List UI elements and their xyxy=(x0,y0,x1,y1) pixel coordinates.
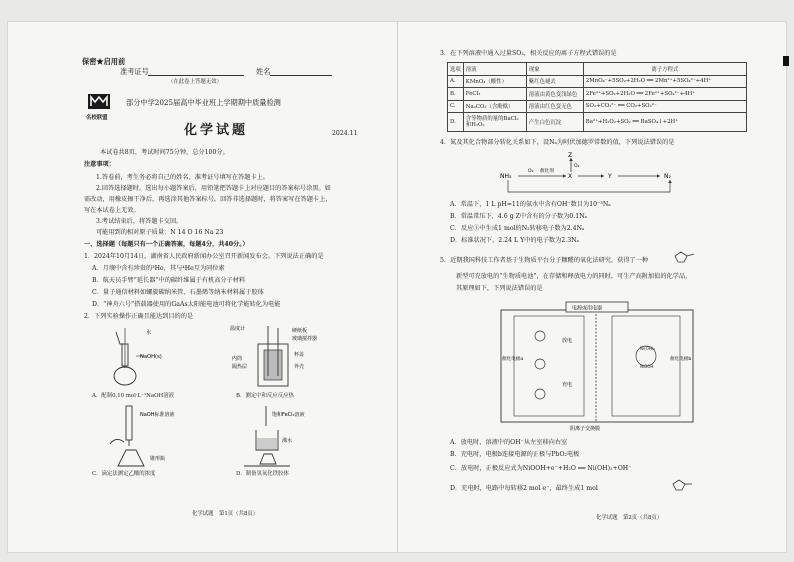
option-a: A．月壤中含有珍贵的³He，其与⁴He互为同位素 xyxy=(92,265,225,272)
table-cell: FeCl₃ xyxy=(463,88,526,101)
diagram-o2: O₂ xyxy=(528,169,534,174)
section-heading: 一、选择题（每题只有一个正确答案，每题4分，共40分。） xyxy=(84,241,249,248)
fig-label-cardboard: 硬纸板 xyxy=(292,328,308,334)
table-cell: B. xyxy=(448,88,464,101)
electrode-b-label: 催化电极b xyxy=(670,357,692,362)
fig-label-conical-flask: 锥形瓶 xyxy=(150,456,166,462)
fig-label-naoh: NaOH(s) xyxy=(140,354,162,360)
table-cell: 2Fe³⁺+SO₂+2H₂O ══ 2Fe²⁺+SO₄²⁻+4H⁺ xyxy=(583,88,746,101)
ticket-label: 准考证号 xyxy=(120,67,149,76)
notes-heading: 注意事项： xyxy=(84,161,115,168)
fig-label-fecl3: 饱和FeCl₃溶液 xyxy=(272,412,305,418)
fig-label-outer-shell: 外壳 xyxy=(294,364,305,370)
table-cell: 产生白色沉淀 xyxy=(526,113,583,132)
option-a: A．常温下，1 L pH=11的氨水中含有OH⁻数目为10⁻³Nₐ xyxy=(450,201,611,208)
page-footer-right: 化学试题 第2页（共8页） xyxy=(596,515,663,521)
fig-label-naoh-standard: NaOH标准溶液 xyxy=(140,412,175,418)
table-cell: Na₂CO₃（含酚酞） xyxy=(463,100,526,113)
table-header: 离子方程式 xyxy=(583,63,746,76)
option-d: D．“神舟六号”搭载器使用的GaAs太阳能电池可将化学能转化为电能 xyxy=(92,301,281,308)
figure-caption-d: D．制备氢氧化铁胶体 xyxy=(236,471,289,477)
table-row xyxy=(448,100,747,113)
diagram-nh3: NH₃ xyxy=(500,173,512,180)
question-stem: 1．2024年10月14日，湖南省人民政府新闻办公室召开新闻发布会。下列说法正确的是 xyxy=(84,253,324,260)
logo-text: 名校联盟 xyxy=(86,115,108,121)
figure-caption-b: B．测定中和反应反应热 xyxy=(236,393,294,399)
table-cell: 溶液由红色变无色 xyxy=(526,100,583,113)
atomic-masses: 可能用到的相对原子质量：N 14 O 16 Na 23 xyxy=(96,229,224,236)
fig-label-insulation: 隔热层 xyxy=(232,364,248,370)
furfuryl-structure-icon xyxy=(670,478,700,496)
table-row xyxy=(448,75,747,88)
secret-mark: 保密★启用前 xyxy=(82,57,126,66)
page-fold xyxy=(397,22,398,552)
note-item: 2.回答选择题时，选出每小题答案后，用铅笔把答题卡上对应题目的答案标号涂黑。如 xyxy=(96,185,331,192)
membrane-label: 阴离子交换膜 xyxy=(570,426,601,432)
diagram-catalyst: 催化剂 xyxy=(540,169,554,174)
table-cell: 含等物质的量的BaCl₂和H₂O₂ xyxy=(463,113,526,132)
svg-text:NiOOH: NiOOH xyxy=(640,364,654,369)
exam-title: 部分中学2025届高中毕业班上学期期中质量检测 xyxy=(126,98,281,107)
ticket-line xyxy=(148,75,244,76)
option-a: A．放电时，溶液中的OH⁻从左室移向右室 xyxy=(450,439,568,446)
table-header: 现象 xyxy=(526,63,583,76)
table-cell: KMnO₄（酸性） xyxy=(463,75,526,88)
question-stem: 5．近期我国科技工作者基于生物质平台分子糠醛的氧化法研究，获得了一种 xyxy=(440,257,649,264)
nitrogen-cycle-diagram xyxy=(500,152,700,200)
figure-calorimeter xyxy=(230,322,320,390)
option-c: C．反应①中生成1 mol的N₂转移电子数为2.4Nₐ xyxy=(450,225,585,232)
svg-text:Ni(OH)₂: Ni(OH)₂ xyxy=(640,346,655,351)
discharge-label: 放电 xyxy=(562,338,573,344)
table-header: 选项 xyxy=(448,63,464,76)
charge-label: 充电 xyxy=(562,382,573,388)
option-c: C．量子通信材料如螺旋碳纳米管、石墨烯等纳米材料属于胶体 xyxy=(92,289,264,296)
question-stem: 3．在下列溶液中通入过量SO₂，相关反应的离子方程式错误的是 xyxy=(440,50,617,57)
option-c: C．放电时，正极反应式为NiOOH+e⁻+H₂O ══ Ni(OH)₂+OH⁻ xyxy=(450,465,632,472)
table-cell: C. xyxy=(448,100,464,113)
fig-label-lid: 杯盖 xyxy=(294,352,305,358)
table-cell: SO₂+CO₃²⁻ ══ CO₂+SO₃²⁻ xyxy=(583,100,746,113)
figure-caption-c: C．滴定法测定乙酸的浓度 xyxy=(92,471,156,477)
option-d: D．充电时，电路中每转移2 mol e⁻，最终生成1 mol xyxy=(450,485,598,492)
page-footer-left: 化学试题 第1页（共8页） xyxy=(192,511,259,517)
name-label: 姓名 xyxy=(256,67,271,76)
question-stem: 其原理如下，下列说法错误的是 xyxy=(456,285,543,292)
table-cell: 紫红色褪去 xyxy=(526,75,583,88)
fig-label-water: 水 xyxy=(146,330,152,336)
notice-text: （在此卷上答题无效） xyxy=(168,79,222,85)
question-stem: 新型可充放电的“生物质电池”，在存储和释放电力的同时，可生产高附加值的化学品， xyxy=(456,273,692,280)
option-b: B．常温常压下，4.6 g Z中含有的分子数为0.1Nₐ xyxy=(450,213,588,220)
intro-line: 本试卷共8页，考试时间75分钟，总分100分。 xyxy=(100,149,229,156)
furfural-structure-icon xyxy=(672,250,700,268)
exam-date: 2024.11 xyxy=(332,130,358,137)
reaction-table xyxy=(447,62,747,132)
table-cell: 2MnO₄⁻+5SO₂+2H₂O ══ 2Mn²⁺+5SO₄²⁻+4H⁺ xyxy=(583,75,746,88)
question-stem: 2．下列实验操作正确且能达到目的的是 xyxy=(84,313,194,320)
table-row xyxy=(448,88,747,101)
question-stem: 4．氮及其化合物部分转化关系如下，设Nₐ为阿伏加德罗常数的值，下列说法错误的是 xyxy=(440,139,675,146)
fig-label-stirrer: 玻璃搅拌器 xyxy=(292,336,318,342)
name-line xyxy=(270,75,332,76)
diagram-x: X xyxy=(568,173,573,180)
note-item: 需改动，用橡皮擦干净后，再选涂其他答案标号。回答非选择题时，将答案写在答题卡上， xyxy=(84,196,332,203)
diagram-z: Z xyxy=(568,152,573,159)
note-item: 3.考试结束后，将答题卡交回。 xyxy=(96,218,183,225)
table-cell: Ba²⁺+H₂O₂+SO₂ ══ BaSO₄↓+2H⁺ xyxy=(583,113,746,132)
table-cell: 溶液由黄色变浅绿色 xyxy=(526,88,583,101)
fig-label-boiling-water: 沸水 xyxy=(282,438,293,444)
table-cell: D. xyxy=(448,113,464,132)
electrode-a-label: 催化电极a xyxy=(502,357,524,362)
figure-caption-a: A．配制0.10 mol·L⁻¹NaOH溶液 xyxy=(92,393,174,399)
table-row xyxy=(448,113,747,132)
note-item: 1.答卷前，考生务必将自己的姓名、准考证号填写在答题卡上。 xyxy=(96,174,269,181)
figure-colloid-prep xyxy=(230,404,320,468)
power-source-label: 电源或用电器 xyxy=(572,305,603,312)
biomass-battery-diagram xyxy=(500,300,694,432)
table-cell: A. xyxy=(448,75,464,88)
table-header: 溶液 xyxy=(463,63,526,76)
scan-mark xyxy=(783,56,789,66)
diagram-n2: N₂ xyxy=(664,173,671,180)
figure-volumetric-flask xyxy=(96,326,176,390)
subject-title: 化学试题 xyxy=(184,123,249,138)
option-b: B．充电时，电极b连接电源的正极与PbO₂电极 xyxy=(450,451,580,458)
fig-label-inner-cup: 内筒 xyxy=(232,356,243,362)
option-b: B．航天员手臂“延长器”中的碳纤维属于有机高分子材料 xyxy=(92,277,246,284)
option-d: D．标准状况下，2.24 L Y中的电子数为2.3Nₐ xyxy=(450,237,579,244)
fig-label-thermometer: 温度计 xyxy=(230,326,246,332)
diagram-o2-second: O₂ xyxy=(574,164,580,169)
note-item: 写在本试卷上无效。 xyxy=(84,207,140,214)
figure-titration xyxy=(96,404,186,468)
diagram-y: Y xyxy=(608,173,612,180)
